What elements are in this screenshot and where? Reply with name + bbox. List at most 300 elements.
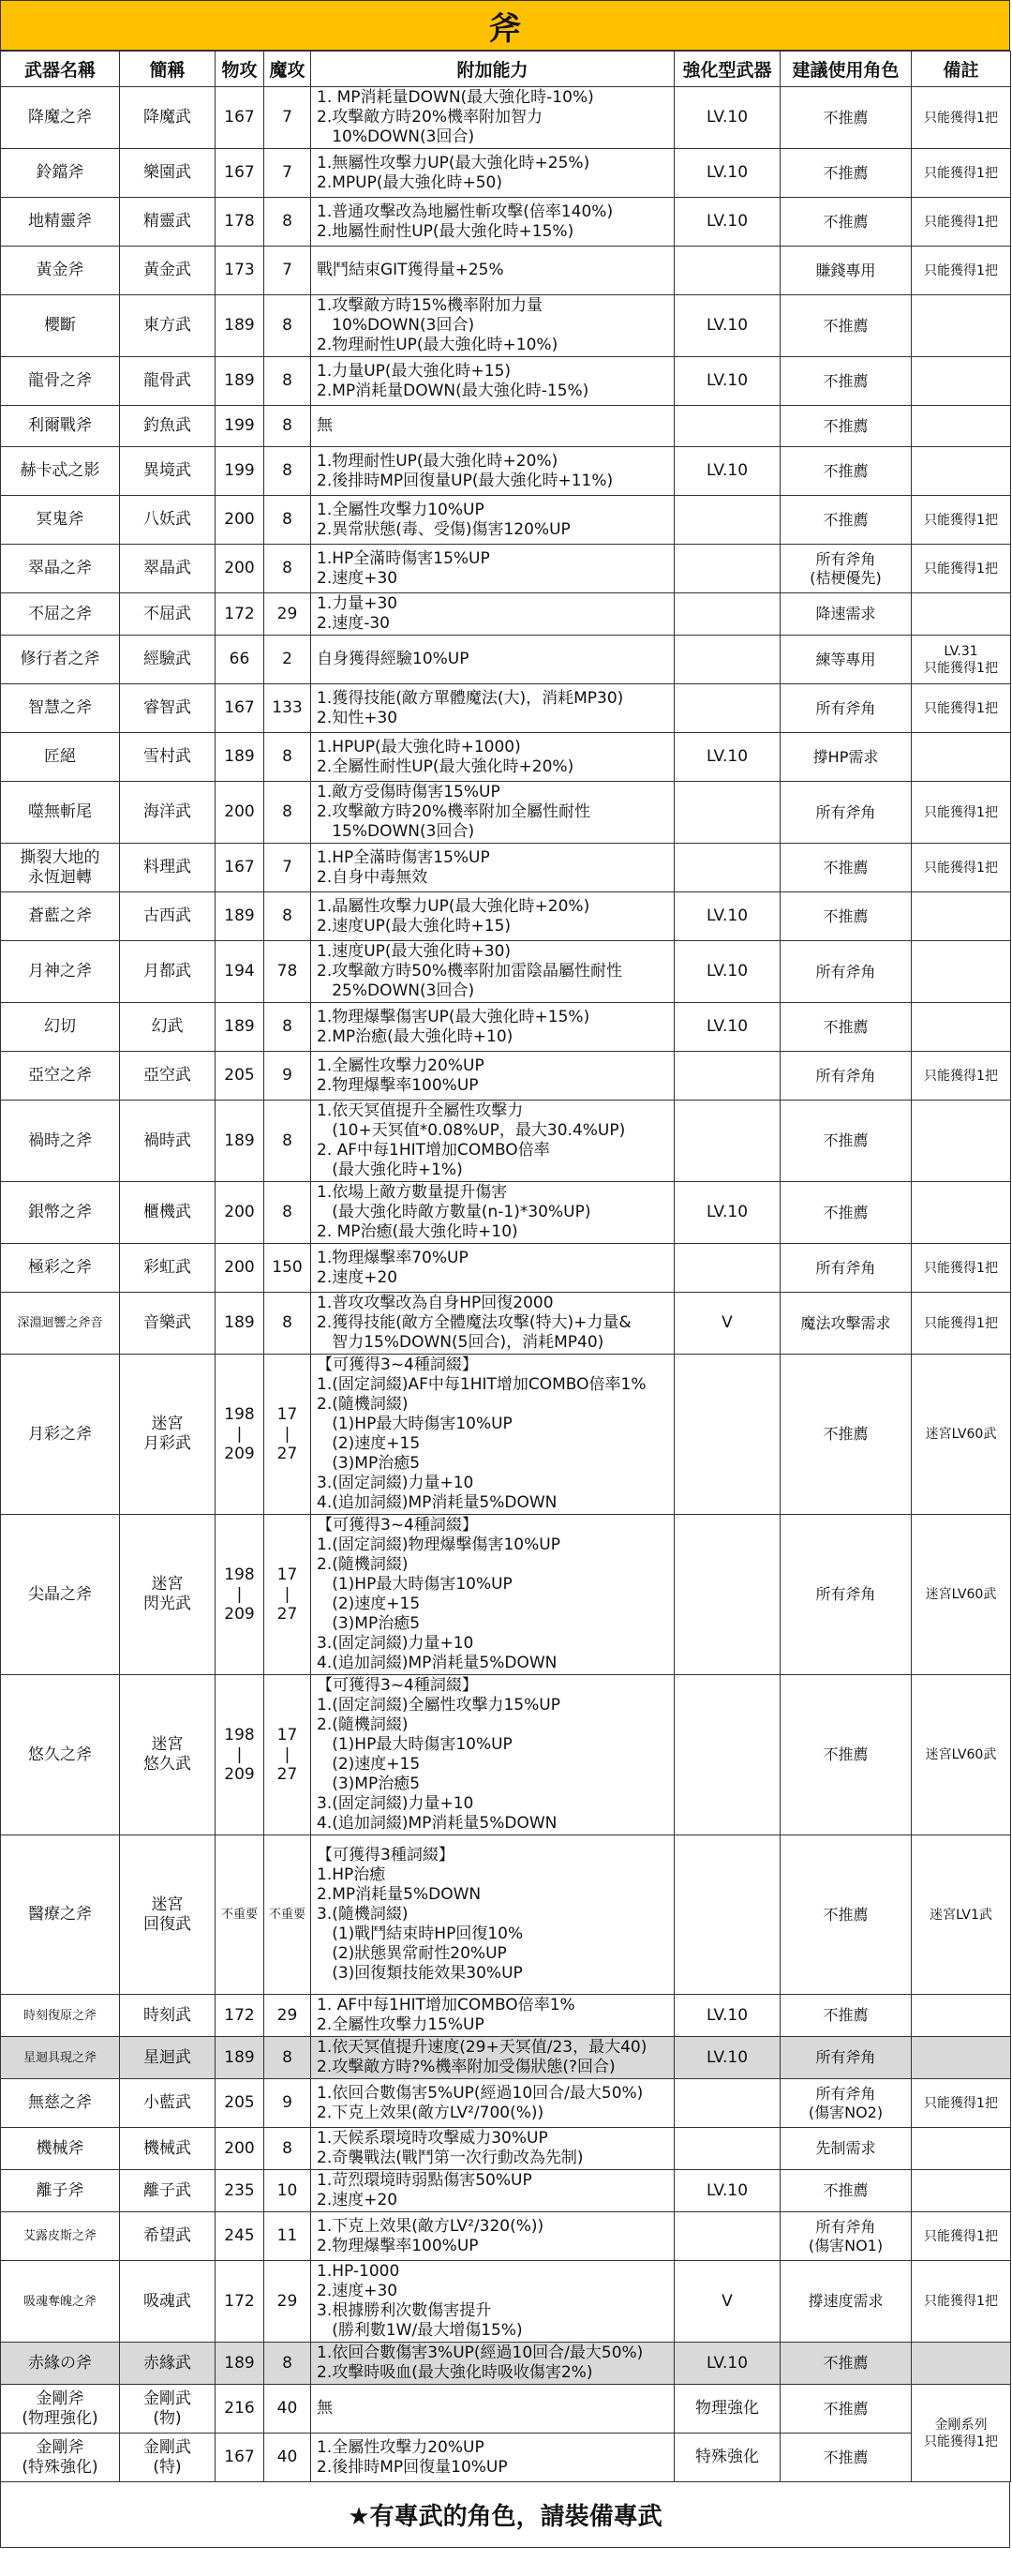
phys-atk: 172 xyxy=(216,593,264,636)
enhance-type xyxy=(675,545,781,593)
phys-atk: 199 xyxy=(216,406,264,447)
weapon-abbr: 星迴武 xyxy=(120,2037,216,2079)
phys-atk: 189 xyxy=(216,2343,264,2385)
mag-atk: 29 xyxy=(264,1995,311,2037)
phys-atk: 199 xyxy=(216,447,264,496)
enhance-type xyxy=(675,1052,781,1101)
enhance-type xyxy=(675,496,781,545)
effect-text: 1.全屬性攻擊力10%UP 2.異常狀態(毒、受傷)傷害120%UP xyxy=(311,496,675,545)
phys-atk: 200 xyxy=(216,1244,264,1293)
weapon-abbr: 幻武 xyxy=(120,1003,216,1052)
weapon-abbr: 樂園武 xyxy=(120,149,216,198)
col-header-effect: 附加能力 xyxy=(311,52,675,87)
weapon-abbr: 黃金武 xyxy=(120,247,216,295)
recommended-role: 不推薦 xyxy=(781,1995,912,2037)
table-row xyxy=(1,295,1011,357)
weapon-name: 金剛斧 (物理強化) xyxy=(1,2385,120,2434)
recommended-role: 練等專用 xyxy=(781,636,912,684)
enhance-type xyxy=(675,2128,781,2170)
remark xyxy=(912,2128,1011,2170)
mag-atk: 150 xyxy=(264,1244,311,1293)
mag-atk: 7 xyxy=(264,149,311,198)
recommended-role: 不推薦 xyxy=(781,892,912,941)
weapon-name: 赤緣の斧 xyxy=(1,2343,120,2385)
enhance-type: LV.10 xyxy=(675,198,781,247)
phys-atk: 198 | 209 xyxy=(216,1355,264,1515)
effect-text: 1.獲得技能(敵方單體魔法(大)，消耗MP30) 2.知性+30 xyxy=(311,684,675,733)
weapon-name: 銀幣之斧 xyxy=(1,1182,120,1244)
table-row xyxy=(1,1675,1011,1835)
effect-text: 1.無屬性攻擊力UP(最大強化時+25%) 2.MPUP(最大強化時+50) xyxy=(311,149,675,198)
recommended-role: 不推薦 xyxy=(781,1835,912,1995)
effect-text: 1. MP消耗量DOWN(最大強化時-10%) 2.攻擊敵方時20%機率附加智力 10%DOWN(3回合) xyxy=(311,87,675,149)
col-header-name: 武器名稱 xyxy=(1,52,120,87)
recommended-role: 不推薦 xyxy=(781,149,912,198)
table-row xyxy=(1,2037,1011,2079)
effect-text: 1.力量UP(最大強化時+15) 2.MP消耗量DOWN(最大強化時-15%) xyxy=(311,357,675,406)
weapon-name: 時刻復原之斧 xyxy=(1,1995,120,2037)
phys-atk: 189 xyxy=(216,295,264,357)
phys-atk: 198 | 209 xyxy=(216,1675,264,1835)
recommended-role: 不推薦 xyxy=(781,87,912,149)
effect-text: 1.依天冥值提升速度(29+天冥值/23，最大40) 2.攻擊敵方時?%機率附加受傷狀態(?回合) xyxy=(311,2037,675,2079)
weapon-abbr: 音樂武 xyxy=(120,1293,216,1355)
weapon-abbr: 異境武 xyxy=(120,447,216,496)
weapon-name: 尖晶之斧 xyxy=(1,1515,120,1675)
header-row xyxy=(1,52,1011,87)
remark xyxy=(912,1101,1011,1182)
col-header-patk: 物攻 xyxy=(216,52,264,87)
effect-text: 1.依場上敵方數量提升傷害 (最大強化時敵方數量(n-1)*30%UP) 2. MP治癒(最大強化時+10) xyxy=(311,1182,675,1244)
recommended-role: 降速需求 xyxy=(781,593,912,636)
col-header-abbr: 簡稱 xyxy=(120,52,216,87)
enhance-type: 特殊強化 xyxy=(675,2434,781,2482)
mag-atk: 7 xyxy=(264,247,311,295)
enhance-type xyxy=(675,636,781,684)
remark: 只能獲得1把 xyxy=(912,496,1011,545)
weapon-name: 極彩之斧 xyxy=(1,1244,120,1293)
weapon-name: 機械斧 xyxy=(1,2128,120,2170)
table-row xyxy=(1,198,1011,247)
weapon-abbr: 時刻武 xyxy=(120,1995,216,2037)
table-row xyxy=(1,1244,1011,1293)
enhance-type: LV.10 xyxy=(675,149,781,198)
effect-text: 【可獲得3~4種詞綴】 1.(固定詞綴)全屬性攻擊力15%UP 2.(隨機詞綴) (1)HP最大時傷害10%UP (2)速度+15 (3)MP治癒5 3.(固定詞綴)力量+10 4.(追加詞綴)MP消耗量5%DOWN xyxy=(311,1675,675,1835)
recommended-role: 撐速度需求 xyxy=(781,2261,912,2343)
weapon-abbr: 雪村武 xyxy=(120,733,216,782)
mag-atk: 29 xyxy=(264,2261,311,2343)
table-row xyxy=(1,782,1011,844)
effect-text: 1.物理耐性UP(最大強化時+20%) 2.後排時MP回復量UP(最大強化時+11%) xyxy=(311,447,675,496)
remark: 只能獲得1把 xyxy=(912,2079,1011,2128)
enhance-type: LV.10 xyxy=(675,892,781,941)
phys-atk: 178 xyxy=(216,198,264,247)
weapon-name: 幻切 xyxy=(1,1003,120,1052)
phys-atk: 205 xyxy=(216,1052,264,1101)
table-row xyxy=(1,357,1011,406)
weapon-table xyxy=(0,51,1011,2482)
table-row xyxy=(1,1182,1011,1244)
recommended-role: 所有斧角 xyxy=(781,1515,912,1675)
remark: 只能獲得1把 xyxy=(912,545,1011,593)
enhance-type: LV.10 xyxy=(675,2170,781,2212)
table-row xyxy=(1,496,1011,545)
weapon-name: 櫻斷 xyxy=(1,295,120,357)
phys-atk: 200 xyxy=(216,782,264,844)
recommended-role: 不推薦 xyxy=(781,2385,912,2434)
weapon-abbr: 睿智武 xyxy=(120,684,216,733)
weapon-abbr: 月都武 xyxy=(120,941,216,1003)
phys-atk: 不重要 xyxy=(216,1835,264,1995)
mag-atk: 40 xyxy=(264,2385,311,2434)
weapon-abbr: 海洋武 xyxy=(120,782,216,844)
weapon-abbr: 金剛武 (物) xyxy=(120,2385,216,2434)
phys-atk: 235 xyxy=(216,2170,264,2212)
remark: 金剛系列 只能獲得1把 xyxy=(912,2385,1011,2482)
phys-atk: 189 xyxy=(216,1293,264,1355)
weapon-name: 亞空之斧 xyxy=(1,1052,120,1101)
table-row xyxy=(1,1052,1011,1101)
enhance-type xyxy=(675,1515,781,1675)
remark xyxy=(912,1003,1011,1052)
remark: 迷宮LV60武 xyxy=(912,1355,1011,1515)
recommended-role: 不推薦 xyxy=(781,2170,912,2212)
enhance-type: V xyxy=(675,1293,781,1355)
col-header-recommend: 建議使用角色 xyxy=(781,52,912,87)
phys-atk: 66 xyxy=(216,636,264,684)
recommended-role: 不推薦 xyxy=(781,2434,912,2482)
effect-text: 【可獲得3種詞綴】 1.HP治癒 2.MP消耗量5%DOWN 3.(隨機詞綴) (1)戰鬥結束時HP回復10% (2)狀態異常耐性20%UP (3)回復類技能效果30%UP xyxy=(311,1835,675,1995)
recommended-role: 不推薦 xyxy=(781,1675,912,1835)
weapon-name: 不屈之斧 xyxy=(1,593,120,636)
weapon-abbr: 櫃機武 xyxy=(120,1182,216,1244)
enhance-type xyxy=(675,782,781,844)
weapon-name: 蒼藍之斧 xyxy=(1,892,120,941)
weapon-abbr: 赤緣武 xyxy=(120,2343,216,2385)
effect-text: 1.HP-1000 2.速度+30 3.根據勝利次數傷害提升 (勝利數1W/最大增傷15%) xyxy=(311,2261,675,2343)
recommended-role: 不推薦 xyxy=(781,295,912,357)
phys-atk: 167 xyxy=(216,844,264,892)
enhance-type xyxy=(675,406,781,447)
table-row xyxy=(1,593,1011,636)
mag-atk: 8 xyxy=(264,545,311,593)
weapon-name: 黃金斧 xyxy=(1,247,120,295)
mag-atk: 133 xyxy=(264,684,311,733)
effect-text: 1.依回合數傷害5%UP(經過10回合/最大50%) 2.下克上效果(敵方LV²/700(%)) xyxy=(311,2079,675,2128)
table-row xyxy=(1,941,1011,1003)
remark: 迷宮LV60武 xyxy=(912,1675,1011,1835)
remark xyxy=(912,733,1011,782)
enhance-type: LV.10 xyxy=(675,2343,781,2385)
remark xyxy=(912,2170,1011,2212)
weapon-name: 匠絕 xyxy=(1,733,120,782)
recommended-role: 不推薦 xyxy=(781,357,912,406)
mag-atk: 29 xyxy=(264,593,311,636)
remark xyxy=(912,1995,1011,2037)
mag-atk: 8 xyxy=(264,782,311,844)
recommended-role: 不推薦 xyxy=(781,1003,912,1052)
table-row xyxy=(1,1835,1011,1995)
weapon-abbr: 料理武 xyxy=(120,844,216,892)
effect-text: 1.普通攻擊改為地屬性斬攻擊(倍率140%) 2.地屬性耐性UP(最大強化時+15%) xyxy=(311,198,675,247)
weapon-abbr: 釣魚武 xyxy=(120,406,216,447)
effect-text: 1.下克上效果(敵方LV²/320(%)) 2.物理爆擊率100%UP xyxy=(311,2212,675,2261)
col-header-note: 備註 xyxy=(912,52,1011,87)
weapon-name: 月彩之斧 xyxy=(1,1355,120,1515)
mag-atk: 10 xyxy=(264,2170,311,2212)
weapon-abbr: 八妖武 xyxy=(120,496,216,545)
weapon-name: 赫卡忒之影 xyxy=(1,447,120,496)
col-header-matk: 魔攻 xyxy=(264,52,311,87)
remark: 迷宮LV1武 xyxy=(912,1835,1011,1995)
enhance-type xyxy=(675,593,781,636)
mag-atk: 40 xyxy=(264,2434,311,2482)
weapon-abbr: 降魔武 xyxy=(120,87,216,149)
weapon-abbr: 小藍武 xyxy=(120,2079,216,2128)
mag-atk: 17 | 27 xyxy=(264,1355,311,1515)
recommended-role: 所有斧角 (傷害NO2) xyxy=(781,2079,912,2128)
enhance-type xyxy=(675,684,781,733)
weapon-name: 深淵迴響之斧音 xyxy=(1,1293,120,1355)
sheet-title: 斧 xyxy=(0,0,1010,51)
table-row xyxy=(1,733,1011,782)
enhance-type: LV.10 xyxy=(675,733,781,782)
recommended-role: 賺錢專用 xyxy=(781,247,912,295)
remark xyxy=(912,2343,1011,2385)
effect-text: 1. AF中每1HIT增加COMBO倍率1% 2.全屬性攻擊力15%UP xyxy=(311,1995,675,2037)
enhance-type: LV.10 xyxy=(675,357,781,406)
weapon-name: 撕裂大地的 永恆迴轉 xyxy=(1,844,120,892)
enhance-type: LV.10 xyxy=(675,295,781,357)
effect-text: 無 xyxy=(311,2385,675,2434)
effect-text: 1.敵方受傷時傷害15%UP 2.攻擊敵方時20%機率附加全屬性耐性 15%DOWN(3回合) xyxy=(311,782,675,844)
recommended-role: 所有斧角 xyxy=(781,2037,912,2079)
enhance-type: LV.10 xyxy=(675,1182,781,1244)
remark: 只能獲得1把 xyxy=(912,1293,1011,1355)
mag-atk: 17 | 27 xyxy=(264,1675,311,1835)
weapon-abbr: 精靈武 xyxy=(120,198,216,247)
remark: 只能獲得1把 xyxy=(912,1052,1011,1101)
phys-atk: 194 xyxy=(216,941,264,1003)
remark xyxy=(912,1182,1011,1244)
weapon-abbr: 迷宮 悠久武 xyxy=(120,1675,216,1835)
weapon-name: 噬無斬尾 xyxy=(1,782,120,844)
weapon-abbr: 龍骨武 xyxy=(120,357,216,406)
recommended-role: 不推薦 xyxy=(781,844,912,892)
recommended-role: 不推薦 xyxy=(781,406,912,447)
recommended-role: 不推薦 xyxy=(781,496,912,545)
remark xyxy=(912,447,1011,496)
remark xyxy=(912,295,1011,357)
enhance-type xyxy=(675,1101,781,1182)
effect-text: 1.全屬性攻擊力20%UP 2.物理爆擊率100%UP xyxy=(311,1052,675,1101)
remark: 只能獲得1把 xyxy=(912,684,1011,733)
effect-text: 戰鬥結束GIT獲得量+25% xyxy=(311,247,675,295)
recommended-role: 魔法攻擊需求 xyxy=(781,1293,912,1355)
effect-text: 1.HP全滿時傷害15%UP 2.自身中毒無效 xyxy=(311,844,675,892)
remark xyxy=(912,357,1011,406)
weapon-name: 龍骨之斧 xyxy=(1,357,120,406)
phys-atk: 245 xyxy=(216,2212,264,2261)
weapon-abbr: 迷宮 月彩武 xyxy=(120,1355,216,1515)
mag-atk: 8 xyxy=(264,295,311,357)
weapon-name: 醫療之斧 xyxy=(1,1835,120,1995)
mag-atk: 8 xyxy=(264,892,311,941)
table-row xyxy=(1,1995,1011,2037)
table-row xyxy=(1,87,1011,149)
enhance-type: LV.10 xyxy=(675,1003,781,1052)
mag-atk: 17 | 27 xyxy=(264,1515,311,1675)
table-row xyxy=(1,2128,1011,2170)
effect-text: 1.依回合數傷害3%UP(經過10回合/最大50%) 2.攻擊時吸血(最大強化時吸收傷害2%) xyxy=(311,2343,675,2385)
recommended-role: 所有斧角 xyxy=(781,684,912,733)
mag-atk: 8 xyxy=(264,447,311,496)
effect-text: 1.晶屬性攻擊力UP(最大強化時+20%) 2.速度UP(最大強化時+15) xyxy=(311,892,675,941)
remark: 只能獲得1把 xyxy=(912,247,1011,295)
col-header-enhanced: 強化型武器 xyxy=(675,52,781,87)
remark: 只能獲得1把 xyxy=(912,1244,1011,1293)
mag-atk: 8 xyxy=(264,1182,311,1244)
enhance-type xyxy=(675,2212,781,2261)
mag-atk: 8 xyxy=(264,2343,311,2385)
effect-text: 自身獲得經驗10%UP xyxy=(311,636,675,684)
effect-text: 【可獲得3~4種詞綴】 1.(固定詞綴)AF中每1HIT增加COMBO倍率1% 2.(隨機詞綴) (1)HP最大時傷害10%UP (2)速度+15 (3)MP治癒5 3.(固定詞綴)力量+10 4.(追加詞綴)MP消耗量5%DOWN xyxy=(311,1355,675,1515)
mag-atk: 8 xyxy=(264,2128,311,2170)
phys-atk: 173 xyxy=(216,247,264,295)
footer-note: ★有專武的角色，請裝備專武 xyxy=(0,2482,1010,2548)
enhance-type: LV.10 xyxy=(675,87,781,149)
effect-text: 1.全屬性攻擊力20%UP 2.後排時MP回復量10%UP xyxy=(311,2434,675,2482)
enhance-type xyxy=(675,1355,781,1515)
remark: 只能獲得1把 xyxy=(912,2261,1011,2343)
recommended-role: 不推薦 xyxy=(781,198,912,247)
phys-atk: 172 xyxy=(216,2261,264,2343)
weapon-name: 利爾戰斧 xyxy=(1,406,120,447)
weapon-abbr: 不屈武 xyxy=(120,593,216,636)
weapon-abbr: 迷宮 回復武 xyxy=(120,1835,216,1995)
remark: 只能獲得1把 xyxy=(912,2212,1011,2261)
phys-atk: 198 | 209 xyxy=(216,1515,264,1675)
table-row xyxy=(1,2385,1011,2434)
remark: LV.31 只能獲得1把 xyxy=(912,636,1011,684)
recommended-role: 所有斧角 (傷害NO1) xyxy=(781,2212,912,2261)
weapon-name: 智慧之斧 xyxy=(1,684,120,733)
phys-atk: 167 xyxy=(216,684,264,733)
enhance-type xyxy=(675,2079,781,2128)
weapon-abbr: 經驗武 xyxy=(120,636,216,684)
table-row xyxy=(1,2343,1011,2385)
table-row xyxy=(1,1003,1011,1052)
weapon-abbr: 亞空武 xyxy=(120,1052,216,1101)
phys-atk: 167 xyxy=(216,2434,264,2482)
table-row xyxy=(1,892,1011,941)
table-row xyxy=(1,844,1011,892)
enhance-type xyxy=(675,1675,781,1835)
mag-atk: 9 xyxy=(264,1052,311,1101)
remark xyxy=(912,593,1011,636)
effect-text: 1.物理爆擊傷害UP(最大強化時+15%) 2.MP治癒(最大強化時+10) xyxy=(311,1003,675,1052)
phys-atk: 200 xyxy=(216,2128,264,2170)
enhance-type: LV.10 xyxy=(675,1995,781,2037)
weapon-name: 吸魂奪魄之斧 xyxy=(1,2261,120,2343)
weapon-name: 降魔之斧 xyxy=(1,87,120,149)
weapon-name: 冥鬼斧 xyxy=(1,496,120,545)
phys-atk: 167 xyxy=(216,87,264,149)
phys-atk: 200 xyxy=(216,545,264,593)
mag-atk: 8 xyxy=(264,2037,311,2079)
phys-atk: 205 xyxy=(216,2079,264,2128)
recommended-role: 先制需求 xyxy=(781,2128,912,2170)
table-row xyxy=(1,247,1011,295)
enhance-type: LV.10 xyxy=(675,941,781,1003)
weapon-name: 離子斧 xyxy=(1,2170,120,2212)
mag-atk: 2 xyxy=(264,636,311,684)
mag-atk: 8 xyxy=(264,1003,311,1052)
weapon-abbr: 禍時武 xyxy=(120,1101,216,1182)
effect-text: 1.物理爆擊率70%UP 2.速度+20 xyxy=(311,1244,675,1293)
weapon-name: 艾露皮斯之斧 xyxy=(1,2212,120,2261)
table-row xyxy=(1,1355,1011,1515)
phys-atk: 216 xyxy=(216,2385,264,2434)
mag-atk: 不重要 xyxy=(264,1835,311,1995)
weapon-abbr: 離子武 xyxy=(120,2170,216,2212)
table-row xyxy=(1,1515,1011,1675)
recommended-role: 不推薦 xyxy=(781,2343,912,2385)
recommended-role: 不推薦 xyxy=(781,447,912,496)
phys-atk: 172 xyxy=(216,1995,264,2037)
remark xyxy=(912,406,1011,447)
weapon-abbr: 彩虹武 xyxy=(120,1244,216,1293)
weapon-name: 修行者之斧 xyxy=(1,636,120,684)
enhance-type xyxy=(675,1244,781,1293)
table-row xyxy=(1,2170,1011,2212)
table-row xyxy=(1,2079,1011,2128)
recommended-role: 不推薦 xyxy=(781,1101,912,1182)
enhance-type: LV.10 xyxy=(675,2037,781,2079)
weapon-name: 無慈之斧 xyxy=(1,2079,120,2128)
enhance-type: V xyxy=(675,2261,781,2343)
weapon-name: 鈴鐺斧 xyxy=(1,149,120,198)
weapon-abbr: 吸魂武 xyxy=(120,2261,216,2343)
mag-atk: 7 xyxy=(264,844,311,892)
table-row xyxy=(1,1101,1011,1182)
weapon-abbr: 機械武 xyxy=(120,2128,216,2170)
remark: 只能獲得1把 xyxy=(912,782,1011,844)
mag-atk: 8 xyxy=(264,1101,311,1182)
mag-atk: 7 xyxy=(264,87,311,149)
table-row xyxy=(1,2212,1011,2261)
recommended-role: 所有斧角 xyxy=(781,1052,912,1101)
weapon-name: 翠晶之斧 xyxy=(1,545,120,593)
recommended-role: 所有斧角 xyxy=(781,1244,912,1293)
phys-atk: 189 xyxy=(216,1101,264,1182)
enhance-type xyxy=(675,247,781,295)
effect-text: 1.依天冥值提升全屬性攻擊力 (10+天冥值*0.08%UP，最大30.4%UP) 2. AF中每1HIT增加COMBO倍率 (最大強化時+1%) xyxy=(311,1101,675,1182)
effect-text: 1.攻擊敵方時15%機率附加力量 10%DOWN(3回合) 2.物理耐性UP(最大強化時+10%) xyxy=(311,295,675,357)
table-row xyxy=(1,2261,1011,2343)
effect-text: 1.苛烈環境時弱點傷害50%UP 2.速度+20 xyxy=(311,2170,675,2212)
mag-atk: 8 xyxy=(264,496,311,545)
phys-atk: 200 xyxy=(216,1182,264,1244)
mag-atk: 78 xyxy=(264,941,311,1003)
recommended-role: 所有斧角 xyxy=(781,941,912,1003)
enhance-type xyxy=(675,844,781,892)
weapon-abbr: 迷宮 閃光武 xyxy=(120,1515,216,1675)
mag-atk: 8 xyxy=(264,357,311,406)
weapon-abbr: 古西武 xyxy=(120,892,216,941)
table-row xyxy=(1,636,1011,684)
table-row xyxy=(1,1293,1011,1355)
